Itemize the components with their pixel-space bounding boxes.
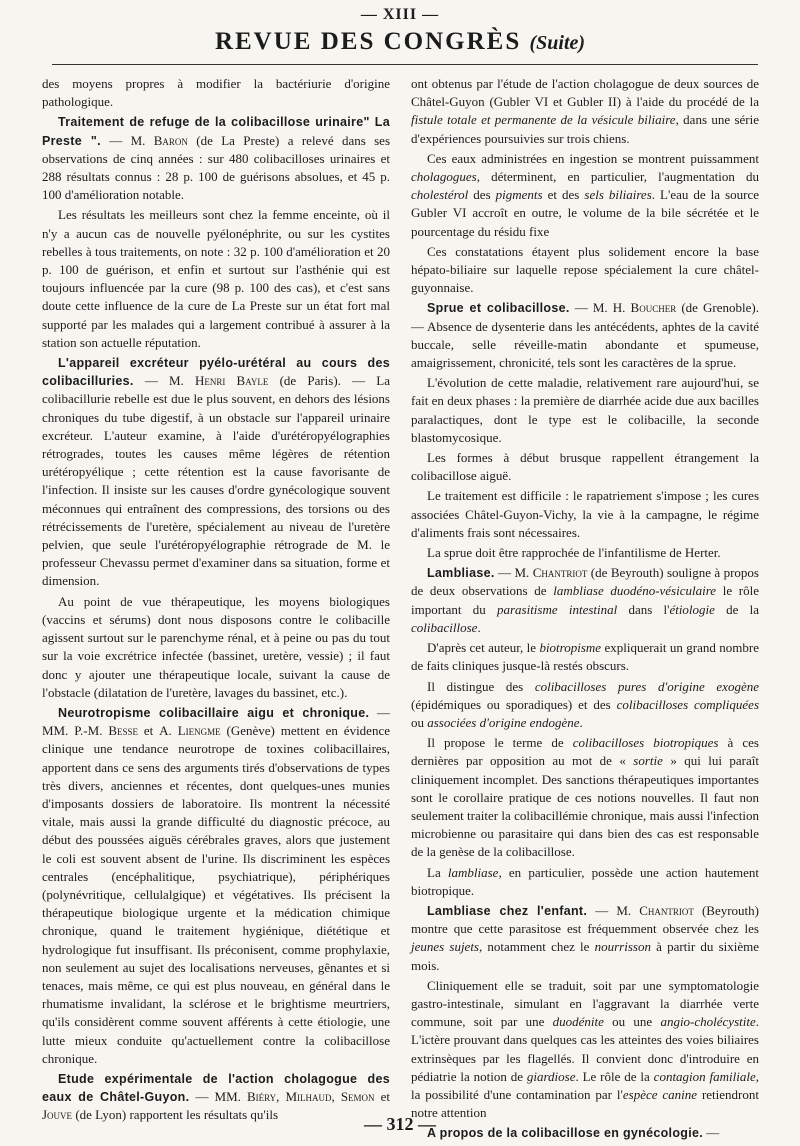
emphasis: biotropisme	[539, 640, 602, 656]
text: à partir du sixième mois.	[411, 939, 759, 973]
emphasis: colibacillose	[411, 619, 478, 635]
paragraph	[411, 487, 759, 542]
text: —	[703, 1125, 720, 1141]
text: (de Beyrouth) souligne à propos de deux observations de	[411, 565, 759, 599]
emphasis: colibacilloses pures d'origine exogène	[534, 678, 759, 694]
article-chantriot-lambliase	[411, 564, 759, 637]
text: . L'ictère prouvant dans quelques cas les atteintes des voies biliaires extrinsèques par les flagellés. Il convient donc d'introduire en pédiatrie la notion de	[411, 1014, 759, 1084]
paragraph	[411, 977, 759, 1123]
text: Cliniquement elle se traduit, soit par une symptomatologie gastro-intestinale, simulant en l'aggravant la diarrhée verte commune, soit par une	[411, 977, 759, 1030]
left-column	[42, 75, 390, 1127]
running-title-text: REVUE DES CONGRÈS	[214, 28, 522, 55]
text: — M.	[494, 565, 533, 581]
text: — M.	[587, 902, 640, 918]
paragraph	[411, 243, 759, 298]
text: et	[138, 723, 160, 739]
paragraph	[411, 678, 759, 733]
header-rule	[52, 64, 758, 65]
text: (de Grenoble). — Absence de dysenterie dans les antécédents, aphtes de la cavité buccale, selle réveille-matin abondante et spumeuse, amaigrissement, chronicité, tels sont les caractères de la sprue.	[411, 300, 759, 371]
emphasis: pigments	[495, 187, 543, 203]
text: Ces eaux administrées en ingestion se montrent puissamment	[427, 150, 759, 166]
text: (de La Preste) a relevé dans ses observations de cinq années : sur 480 colibacilloses urinaires et 288 résultats connus : 28 p. 100 de guérisons absolues, et 45 p. 100 d'amélioration notable.	[42, 132, 391, 203]
text: expliquerait un grand nombre de faits cliniques jusque-là restés obscurs.	[411, 640, 759, 674]
paragraph	[411, 734, 759, 861]
emphasis: contagion familiale	[653, 1068, 756, 1084]
text: ou	[411, 714, 428, 730]
emphasis: cholestérol	[411, 187, 469, 203]
paragraph	[411, 639, 759, 675]
emphasis: jeunes sujets	[411, 939, 479, 955]
page-number: — 312 —	[364, 1114, 436, 1134]
text: et des	[542, 187, 585, 203]
text: Ces constatations étayent plus solidement encore la base hépato-biliaire sur laquelle repose spécialement la cure châtel-guyonnaise.	[411, 243, 759, 296]
author-name: A. Liengme	[159, 723, 221, 739]
paragraph	[411, 75, 759, 148]
text: » qui lui paraît cliniquement incomplet. Des sanctions thérapeutiques importantes sont le corollaire pratique de ces notions nouvelles. Il faut non seulement traiter la colibacillémie chronique, mais aussi l'infection microbienne ou parasitaire qui dans bien des cas est responsable de la genèse de la colibacillose.	[411, 753, 759, 860]
text: ou une	[603, 1014, 661, 1030]
text: Le traitement est difficile : le rapatriement s'impose ; les cures associées Châtel-Guyon-Vichy, la vie à la campagne, le régime d'aliments frais sont nécessaires.	[411, 488, 759, 540]
text: à ces dernières par opposition au mot de «	[411, 735, 759, 769]
emphasis: associées d'origine endogène	[427, 714, 580, 730]
text: et	[374, 1089, 391, 1105]
paragraph	[42, 206, 390, 352]
section-heading: Lambliase chez l'enfant.	[427, 903, 588, 918]
article-boucher	[411, 299, 759, 372]
text: ont obtenus par l'étude de l'action cholagogue de deux sources de Châtel-Guyon (Gubler VI et Gubler II) à l'aide du procédé de la	[411, 76, 759, 110]
text: (de Paris). — La colibacillurie rebelle est due le plus souvent, en dehors des lésions chroniques du tube digestif, à un obstacle sur l'appareil urinaire excréteur. L'auteur examine, à l'aide d'urétéropyélographies rétrogrades, toutes les causes même légères de rétention urétéropyélique ; cette rétention est la cause favorisante de l'infection. Il insiste sur les causes d'ordre gynécologique souvent méconnues qui entraînent des compressions, des torsions ou des rétrécissements de l'uretère, spécialement au niveau de l'uretère pelvien, que seule l'urétéropyélographie rétrograde de M. le professeur Chevassu permet d'examiner dans sa situation, forme et dimension.	[42, 373, 390, 589]
paragraph	[411, 150, 759, 241]
text: L'évolution de cette maladie, relativement rare aujourd'hui, se fait en deux phases : la première de diarrhée acide due aux bacilles paralactiques, dont le type est le colibacille, la seconde blastomycosique.	[411, 375, 759, 445]
text: . Le rôle de la	[575, 1068, 654, 1084]
text: (Beyrouth) montre que cette parasitose est fréquemment observée chez les	[411, 902, 759, 937]
paragraph	[411, 449, 759, 485]
author-name: Chantriot	[532, 565, 588, 581]
text: Les formes à début brusque rappellent étrangement la colibacillose aiguë.	[411, 450, 759, 484]
text: , en particulier, possède une action hautement biotropique.	[411, 864, 759, 898]
page-roman-numeral: — XIII —	[360, 6, 440, 23]
emphasis: étiologie	[669, 601, 715, 617]
section-heading: L'appareil excréteur pyélo-urétéral au cours des colibacilluries.	[42, 356, 390, 389]
section-heading: Sprue et colibacillose.	[427, 301, 570, 316]
text: .	[579, 714, 583, 730]
text: — MM.	[189, 1089, 247, 1105]
text: (épidémiques ou sporadiques) et des	[411, 696, 617, 712]
section-heading: Neurotropisme colibacillaire aigu et chronique.	[58, 705, 370, 720]
section-heading: Traitement de refuge de la colibacillose urinaire" La Preste ".	[42, 115, 390, 148]
text: , dans une série d'expériences poursuivies sur trois chiens.	[411, 112, 759, 146]
text: La sprue doit être rapprochée de l'infantilisme de Herter.	[427, 545, 721, 561]
section-heading: Etude expérimentale de l'action cholagogue des eaux de Châtel-Guyon.	[42, 1071, 390, 1105]
text: (de Lyon) rapportent les résultats qu'ils	[72, 1107, 279, 1123]
author-name: P.-M. Besse	[74, 723, 139, 739]
section-heading: A propos de la colibacillose en gynécologie.	[427, 1126, 703, 1141]
text: des moyens propres à modifier la bactériurie d'origine pathologique.	[42, 76, 390, 110]
emphasis: lambliase	[447, 864, 499, 880]
text: des	[468, 187, 496, 203]
text: Les résultats les meilleurs sont chez la femme enceinte, où il n'y a aucun cas de nouvelle pyélonéphrite, ou sur les cystites rebelles à tous traitements, on note : 32 p. 100 d'amélioration et 20 p. 100 de guérison, et enfin et surtout sur l'asthénie qui est toujours influencée par la cure (98 p. 100 des cas), et c'est sans doute cette influence de la cure de La Preste sur un état fort mal supporté par les malades qui a largement contribué à assurer à la station son actuelle réputation.	[42, 207, 390, 350]
emphasis: giardiose	[526, 1068, 576, 1084]
running-title	[0, 28, 800, 56]
text: Il propose le terme de	[427, 735, 573, 751]
section-heading: Lambliase.	[427, 566, 495, 581]
text: , la possibilité d'une contamination par l'	[411, 1068, 760, 1102]
emphasis: parasitisme intestinal	[496, 601, 618, 617]
text: La	[427, 864, 448, 880]
paragraph	[42, 75, 390, 111]
right-column	[411, 75, 759, 1145]
author-name: Chantriot	[639, 902, 694, 918]
text: Il distingue des	[427, 678, 535, 694]
text: D'après cet auteur, le	[427, 640, 540, 656]
author-name: Biéry, Milhaud, Semon	[246, 1089, 375, 1105]
text: , notamment chez le	[479, 939, 595, 955]
text: retiendront notre attention	[411, 1086, 759, 1121]
emphasis: lambliase duodéno-vésiculaire	[553, 583, 717, 599]
text: — M.	[133, 373, 195, 389]
text: Au point de vue thérapeutique, les moyens biologiques (vaccins et sérums) dont nous disposons contre le colibacille agissent surtout sur le parenchyme rénal, et à peine ou pas du tout sur la voie excrétrice infectée (bassinet, uretère, vessie) ; il faut donc y ajouter une thérapeutique locale, suivant la cause de l'obstacle (dilatation de l'uretère, lavages du bassinet, etc.).	[42, 593, 390, 700]
emphasis: nourrisson	[594, 939, 651, 955]
running-title-suite: (Suite)	[529, 32, 586, 54]
emphasis: cholagogues	[411, 169, 477, 185]
emphasis: duodénite	[552, 1014, 604, 1030]
text: (Genève) mettent en évidence clinique une tendance neurotrope de toxines colibacillaires, apportent dans ce sens des arguments tirés d'observations de types très divers, anciennes et récentes, dont quelques-unes munies d'imposants dossiers de laboratoire. Ils montrent la nécessité vitale, mais aussi la grande difficulté du diagnostic précoce, au début des poussées aiguës cérébrales graves, alors que justement le coli est souvent absent de l'urine. Ils discriminent les espèces centrales (encéphalitique, psychiatrique), périphériques (polynévritique, cellulalgique) et végétatives. Ils précisent la thérapeutique biologique urgente et la médication chimique chronique, quand le traitement hygiénique, diététique et hydrologique fut insuffisant. Ils préconisent, comme prophylaxie, non seulement au sujet des localisations nerveuses, gênantes et si tenaces, mais même, ce qui est plus nouveau, en général dans le rhumatisme invalidant, la sclérose et le brightisme meurtriers, qu'ils considèrent comme souvent afférents à cette étiologie, une lutte mieux conduite qu'actuellement contre la colibacillose chronique.	[42, 723, 390, 1066]
paragraph	[411, 864, 759, 900]
author-name: Henri Bayle	[194, 373, 269, 389]
emphasis: sortie	[633, 753, 663, 769]
paragraph	[411, 544, 759, 562]
paragraph	[411, 374, 759, 447]
article-bayle	[42, 354, 390, 591]
emphasis: fistule totale et permanente de la vésicule biliaire	[411, 112, 676, 128]
emphasis: angio-cholécystite	[660, 1014, 756, 1030]
text: — M. H.	[569, 300, 631, 316]
text: dans l'	[617, 601, 670, 617]
text: — MM.	[42, 704, 390, 739]
text: , déterminent, en particulier, l'augmentation du	[476, 169, 759, 185]
emphasis: sels biliaires	[584, 187, 652, 203]
paragraph	[42, 593, 390, 702]
author-name: Boucher	[630, 300, 677, 316]
text: le rôle important du	[411, 583, 760, 617]
emphasis: espèce canine	[622, 1086, 698, 1102]
text: . L'eau de la source Gubler VI accroît en outre, le volume de la bile sécrétée et le pourcentage du résidu fixe	[411, 187, 759, 239]
emphasis: colibacilloses compliquées	[616, 696, 759, 712]
emphasis: colibacilloses biotropiques	[572, 735, 719, 751]
article-besse-liengme	[42, 704, 390, 1068]
author-name: Baron	[153, 132, 188, 148]
text: .	[477, 619, 481, 635]
text: — M.	[100, 132, 154, 148]
article-chantriot-enfant	[411, 902, 759, 975]
author-name: Jouve	[42, 1107, 73, 1123]
text: de la	[714, 601, 760, 617]
article-baron	[42, 113, 390, 204]
